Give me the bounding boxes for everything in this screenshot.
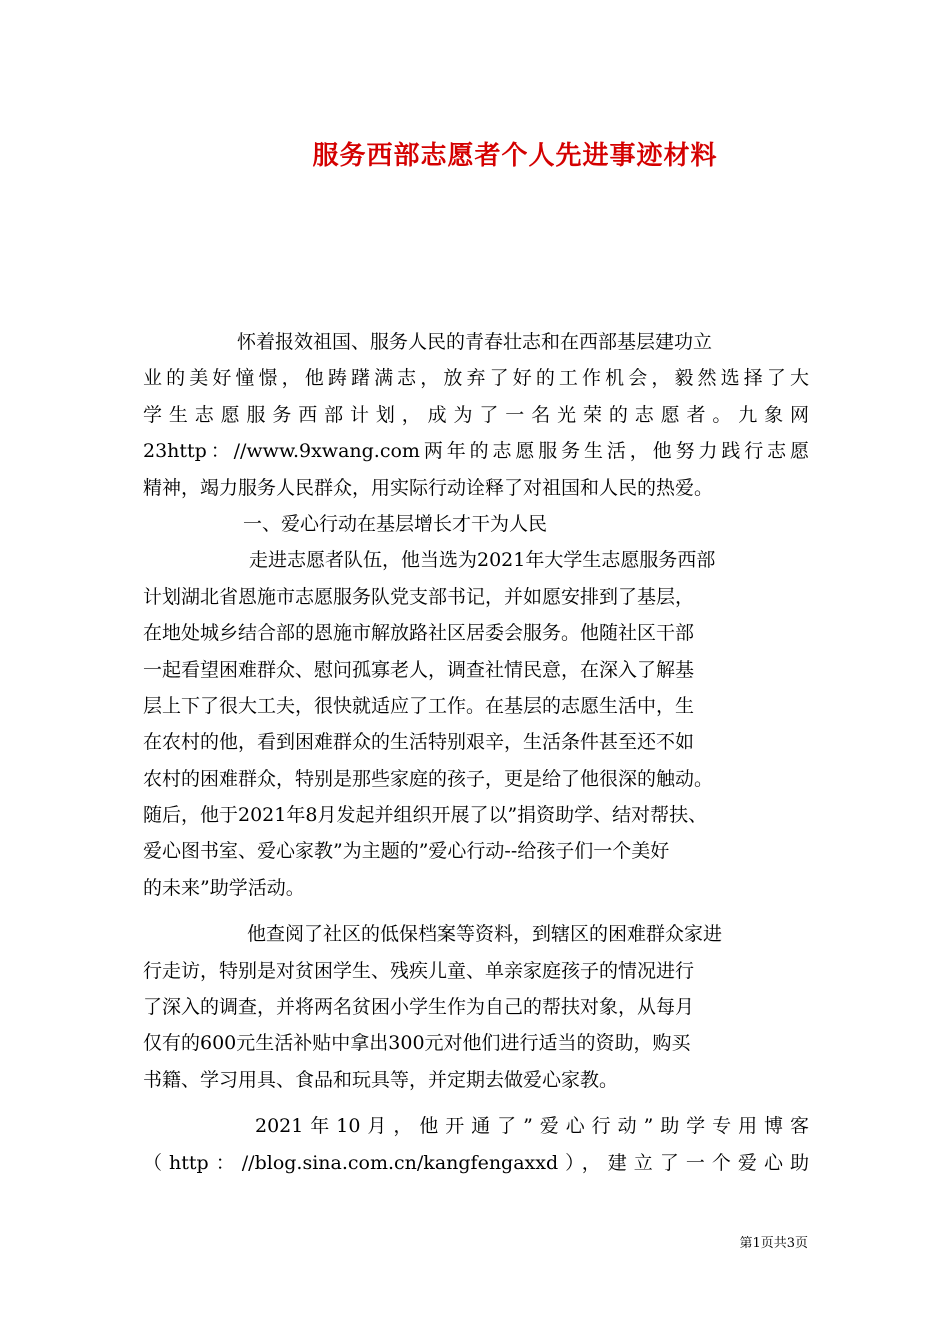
paragraph-line: 业的美好憧憬，他踌躇满志，放弃了好的工作机会，毅然选择了大 — [143, 367, 809, 390]
paragraph-line: 爱心图书室、爱心家教”为主题的”爱心行动--给孩子们一个美好 — [143, 840, 670, 863]
paragraph-gap — [143, 906, 809, 916]
paragraph-line: 2021年10月，他开通了”爱心行动”助学专用博客 — [255, 1115, 809, 1138]
paragraph-line: 行走访，特别是对贫困学生、残疾儿童、单亲家庭孩子的情况进行 — [143, 959, 695, 982]
paragraph-line: 精神，竭力服务人民群众，用实际行动诠释了对祖国和人民的热爱。 — [143, 476, 714, 499]
document-title: 服务西部志愿者个人先进事迹材料 — [312, 141, 718, 171]
paragraph-line: 随后，他于2021年8月发起并组织开展了以”捐资助学、结对帮扶、 — [143, 804, 708, 827]
paragraph-line: 了深入的调查，并将两名贫困小学生作为自己的帮扶对象，从每月 — [143, 996, 695, 1019]
page-number: 第1页共3页 — [739, 1236, 808, 1251]
paragraph-line: 书籍、学习用具、食品和玩具等，并定期去做爱心家教。 — [143, 1068, 619, 1091]
paragraph-line: 的未来”助学活动。 — [143, 876, 305, 899]
paragraph-gap — [143, 1098, 809, 1108]
paragraph-line: 走进志愿者队伍，他当选为2021年大学生志愿服务西部 — [249, 549, 716, 572]
paragraph-line: 他查阅了社区的低保档案等资料，到辖区的困难群众家进 — [247, 923, 723, 946]
paragraph-line: 在农村的他，看到困难群众的生活特别艰辛，生活条件甚至还不如 — [143, 731, 695, 754]
document-body — [143, 324, 809, 1181]
paragraph-line: （http：//blog.sina.com.cn/kangfengaxxd），建立了一个爱心助 — [143, 1151, 809, 1174]
paragraph-line: 仅有的600元生活补贴中拿出300元对他们进行适当的资助，购买 — [143, 1032, 691, 1055]
paragraph-line: 在地处城乡结合部的恩施市解放路社区居委会服务。他随社区干部 — [143, 622, 695, 645]
paragraph-line: 农村的困难群众，特别是那些家庭的孩子，更是给了他很深的触动。 — [143, 767, 714, 790]
paragraph-line: 层上下了很大工夫，很快就适应了工作。在基层的志愿生活中，生 — [143, 694, 695, 717]
paragraph-line: 怀着报效祖国、服务人民的青春壮志和在西部基层建功立 — [237, 331, 713, 353]
paragraph-line: 一起看望困难群众、慰问孤寡老人，调查社情民意，在深入了解基 — [143, 658, 695, 681]
paragraph-line: 学生志愿服务西部计划，成为了一名光荣的志愿者。九象网 — [143, 403, 809, 426]
paragraph-line: 23http：//www.9xwang.com两年的志愿服务生活，他努力践行志愿 — [143, 440, 809, 463]
paragraph-line: 计划湖北省恩施市志愿服务队党支部书记，并如愿安排到了基层， — [143, 585, 695, 608]
section-heading: 一、爱心行动在基层增长才干为人民 — [243, 512, 548, 535]
